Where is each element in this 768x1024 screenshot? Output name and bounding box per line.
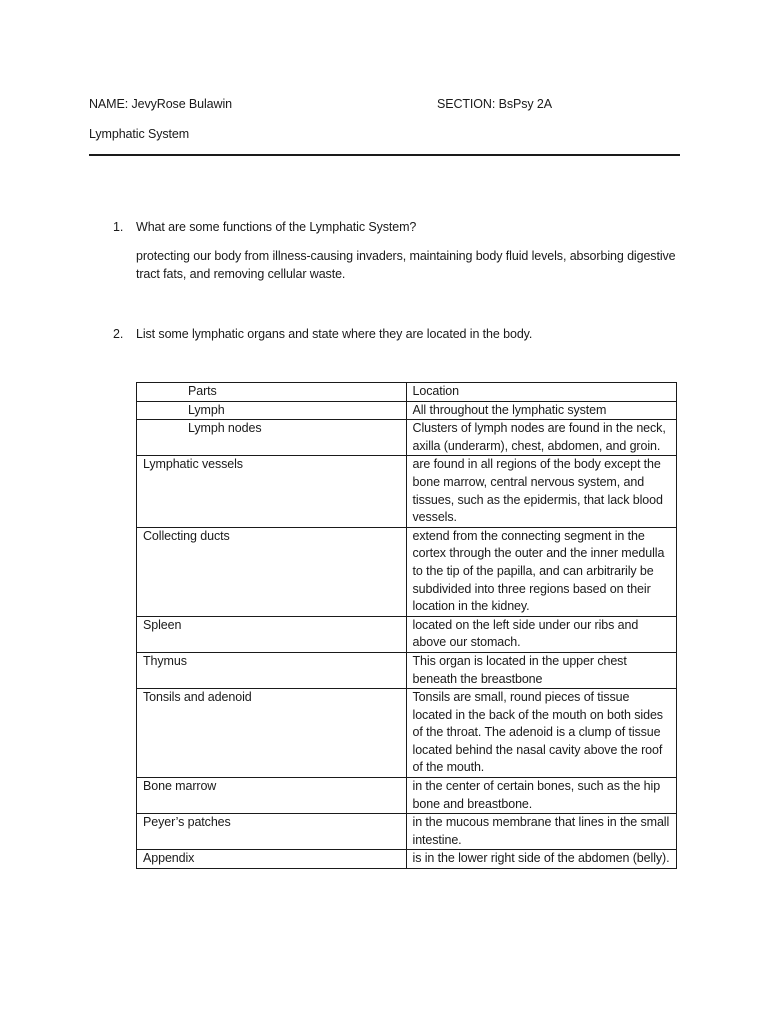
location-cell: is in the lower right side of the abdomen (belly). — [406, 850, 676, 869]
question-1-number: 1. — [113, 220, 124, 234]
question-1-answer: protecting our body from illness-causing invaders, maintaining body fluid levels, absorbing digestive tract fats, and removing cellular waste. — [136, 249, 676, 281]
column-header-location: Location — [406, 383, 676, 402]
question-2-number: 2. — [113, 327, 124, 341]
student-name: NAME: JevyRose Bulawin — [89, 97, 232, 111]
location-cell: in the mucous membrane that lines in the small intestine. — [406, 814, 676, 850]
part-cell: Thymus — [137, 652, 407, 688]
part-cell: Collecting ducts — [137, 527, 407, 616]
part-cell: Tonsils and adenoid — [137, 689, 407, 778]
table-row — [137, 420, 677, 456]
question-2-text: List some lymphatic organs and state where they are located in the body. — [136, 327, 533, 341]
location-cell: located on the left side under our ribs and above our stomach. — [406, 616, 676, 652]
location-cell: This organ is located in the upper chest beneath the breastbone — [406, 652, 676, 688]
location-cell: All throughout the lymphatic system — [406, 401, 676, 420]
lymphatic-organs-table — [136, 382, 677, 869]
location-cell: Clusters of lymph nodes are found in the neck, axilla (underarm), chest, abdomen, and groin. — [406, 420, 676, 456]
header-divider — [89, 154, 680, 156]
part-cell: Lymph nodes — [137, 420, 407, 456]
table-header-row — [137, 383, 677, 402]
part-cell: Lymph — [137, 401, 407, 420]
question-1-text: What are some functions of the Lymphatic System? — [136, 220, 417, 234]
table-row — [137, 689, 677, 778]
part-cell: Bone marrow — [137, 778, 407, 814]
column-header-parts: Parts — [137, 383, 407, 402]
location-cell: are found in all regions of the body except the bone marrow, central nervous system, and tissues, such as the epidermis, that lack blood vessels. — [406, 456, 676, 527]
table-row — [137, 401, 677, 420]
student-section: SECTION: BsPsy 2A — [437, 97, 552, 111]
table-row — [137, 850, 677, 869]
location-cell: in the center of certain bones, such as the hip bone and breastbone. — [406, 778, 676, 814]
document-title: Lymphatic System — [89, 127, 190, 141]
part-cell: Appendix — [137, 850, 407, 869]
part-cell: Spleen — [137, 616, 407, 652]
table-row — [137, 616, 677, 652]
location-cell: Tonsils are small, round pieces of tissue located in the back of the mouth on both sides of the throat. The adenoid is a clump of tissue located behind the nasal cavity above the roof of the mouth. — [406, 689, 676, 778]
part-cell: Lymphatic vessels — [137, 456, 407, 527]
table-row — [137, 778, 677, 814]
part-cell: Peyer’s patches — [137, 814, 407, 850]
table-row — [137, 814, 677, 850]
table-row — [137, 652, 677, 688]
table-row — [137, 456, 677, 527]
location-cell: extend from the connecting segment in the cortex through the outer and the inner medulla to the tip of the papilla, and can arbitrarily be subdivided into three regions based on their location in the kidney. — [406, 527, 676, 616]
table-row — [137, 527, 677, 616]
